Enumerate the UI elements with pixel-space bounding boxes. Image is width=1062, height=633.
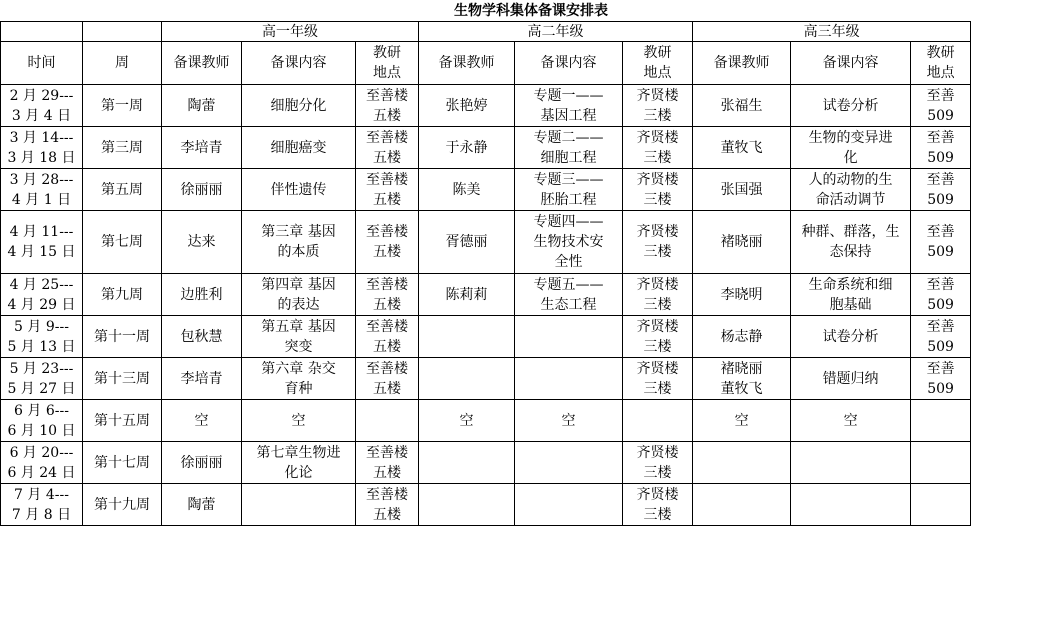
grade1-content-cell: 细胞癌变 xyxy=(242,127,356,169)
grade2-content-cell xyxy=(515,316,623,358)
week-cell: 第十九周 xyxy=(83,484,162,526)
grade3-teacher-cell xyxy=(693,484,791,526)
table-row xyxy=(1,274,971,316)
grade2-location-cell: 齐贤楼 三楼 xyxy=(623,484,693,526)
grade3-teacher-cell: 李晓明 xyxy=(693,274,791,316)
grade3-location-cell: 至善 509 xyxy=(911,169,971,211)
time-cell: 7 月 4--- 7 月 8 日 xyxy=(1,484,83,526)
grade1-content-cell: 第七章生物进 化论 xyxy=(242,442,356,484)
grade-header-row xyxy=(1,22,971,42)
grade1-content-cell: 空 xyxy=(242,400,356,442)
grade1-teacher-cell: 达来 xyxy=(162,211,242,274)
grade1-content-cell: 第六章 杂交 育种 xyxy=(242,358,356,400)
grade2-location-cell: 齐贤楼 三楼 xyxy=(623,442,693,484)
grade2-location-cell: 齐贤楼 三楼 xyxy=(623,169,693,211)
grade3-teacher-cell: 褚晓丽 xyxy=(693,211,791,274)
column-header-teacher: 备课教师 xyxy=(693,42,791,85)
grade2-teacher-cell: 胥德丽 xyxy=(419,211,515,274)
grade1-teacher-cell: 空 xyxy=(162,400,242,442)
grade3-teacher-cell: 褚晓丽 董牧飞 xyxy=(693,358,791,400)
grade2-location-cell: 齐贤楼 三楼 xyxy=(623,127,693,169)
grade1-teacher-cell: 陶蕾 xyxy=(162,484,242,526)
grade2-location-cell: 齐贤楼 三楼 xyxy=(623,316,693,358)
column-header-location: 教研 地点 xyxy=(356,42,419,85)
grade1-location-cell: 至善楼 五楼 xyxy=(356,358,419,400)
grade3-teacher-cell: 空 xyxy=(693,400,791,442)
grade3-teacher-cell: 张福生 xyxy=(693,85,791,127)
grade3-location-cell xyxy=(911,400,971,442)
time-cell: 3 月 28--- 4 月 1 日 xyxy=(1,169,83,211)
grade3-content-cell xyxy=(791,484,911,526)
grade3-content-cell: 空 xyxy=(791,400,911,442)
grade2-content-cell: 专题五—— 生态工程 xyxy=(515,274,623,316)
grade1-content-cell: 伴性遗传 xyxy=(242,169,356,211)
grade3-content-cell: 试卷分析 xyxy=(791,85,911,127)
page-title: 生物学科集体备课安排表 xyxy=(454,3,608,19)
grade1-location-cell: 至善楼 五楼 xyxy=(356,316,419,358)
grade2-teacher-cell: 陈美 xyxy=(419,169,515,211)
column-header-time: 时间 xyxy=(1,42,83,85)
grade2-content-cell: 空 xyxy=(515,400,623,442)
grade2-location-cell: 齐贤楼 三楼 xyxy=(623,85,693,127)
week-cell: 第十一周 xyxy=(83,316,162,358)
grade2-content-cell: 专题四—— 生物技术安 全性 xyxy=(515,211,623,274)
grade1-teacher-cell: 徐丽丽 xyxy=(162,442,242,484)
table-row xyxy=(1,484,971,526)
grade3-content-cell: 错题归纳 xyxy=(791,358,911,400)
grade2-location-cell: 齐贤楼 三楼 xyxy=(623,358,693,400)
grade1-content-cell: 第四章 基因 的表达 xyxy=(242,274,356,316)
table-row xyxy=(1,316,971,358)
grade3-teacher-cell xyxy=(693,442,791,484)
grade2-teacher-cell: 空 xyxy=(419,400,515,442)
grade1-content-cell xyxy=(242,484,356,526)
grade2-teacher-cell: 陈莉莉 xyxy=(419,274,515,316)
grade3-teacher-cell: 董牧飞 xyxy=(693,127,791,169)
column-header-content: 备课内容 xyxy=(515,42,623,85)
grade2-content-cell: 专题二—— 细胞工程 xyxy=(515,127,623,169)
grade1-location-cell: 至善楼 五楼 xyxy=(356,85,419,127)
grade2-location-cell xyxy=(623,400,693,442)
grade3-location-cell xyxy=(911,484,971,526)
grade1-content-cell: 第五章 基因 突变 xyxy=(242,316,356,358)
grade1-location-cell xyxy=(356,400,419,442)
grade1-location-cell: 至善楼 五楼 xyxy=(356,127,419,169)
grade-header: 高二年级 xyxy=(419,22,693,42)
grade2-teacher-cell xyxy=(419,358,515,400)
time-cell: 4 月 11--- 4 月 15 日 xyxy=(1,211,83,274)
grade2-teacher-cell: 于永静 xyxy=(419,127,515,169)
grade3-content-cell: 生物的变异进 化 xyxy=(791,127,911,169)
grade3-teacher-cell: 杨志静 xyxy=(693,316,791,358)
table-row xyxy=(1,127,971,169)
grade1-location-cell: 至善楼 五楼 xyxy=(356,274,419,316)
grade3-teacher-cell: 张国强 xyxy=(693,169,791,211)
week-cell: 第十七周 xyxy=(83,442,162,484)
grade2-content-cell: 专题三—— 胚胎工程 xyxy=(515,169,623,211)
grade1-content-cell: 细胞分化 xyxy=(242,85,356,127)
grade1-location-cell: 至善楼 五楼 xyxy=(356,211,419,274)
grade1-location-cell: 至善楼 五楼 xyxy=(356,442,419,484)
grade3-content-cell: 种群、群落，生 态保持 xyxy=(791,211,911,274)
grade3-content-cell xyxy=(791,442,911,484)
table-row xyxy=(1,358,971,400)
table-row xyxy=(1,211,971,274)
grade1-teacher-cell: 包秋慧 xyxy=(162,316,242,358)
corner-cell xyxy=(83,22,162,42)
week-cell: 第一周 xyxy=(83,85,162,127)
week-cell: 第七周 xyxy=(83,211,162,274)
column-header-week: 周 xyxy=(83,42,162,85)
week-cell: 第十五周 xyxy=(83,400,162,442)
grade3-location-cell: 至善 509 xyxy=(911,85,971,127)
column-header-teacher: 备课教师 xyxy=(162,42,242,85)
week-cell: 第三周 xyxy=(83,127,162,169)
grade3-location-cell xyxy=(911,442,971,484)
column-header-content: 备课内容 xyxy=(242,42,356,85)
grade2-content-cell xyxy=(515,442,623,484)
grade2-teacher-cell: 张艳婷 xyxy=(419,85,515,127)
grade1-teacher-cell: 陶蕾 xyxy=(162,85,242,127)
grade3-location-cell: 至善 509 xyxy=(911,211,971,274)
grade1-location-cell: 至善楼 五楼 xyxy=(356,484,419,526)
week-cell: 第五周 xyxy=(83,169,162,211)
grade-header: 高一年级 xyxy=(162,22,419,42)
grade2-teacher-cell xyxy=(419,442,515,484)
grade2-content-cell: 专题一—— 基因工程 xyxy=(515,85,623,127)
grade3-content-cell: 试卷分析 xyxy=(791,316,911,358)
table-row xyxy=(1,442,971,484)
grade2-teacher-cell xyxy=(419,316,515,358)
grade3-location-cell: 至善 509 xyxy=(911,358,971,400)
time-cell: 5 月 23--- 5 月 27 日 xyxy=(1,358,83,400)
grade3-location-cell: 至善 509 xyxy=(911,316,971,358)
grade1-location-cell: 至善楼 五楼 xyxy=(356,169,419,211)
grade3-location-cell: 至善 509 xyxy=(911,127,971,169)
grade2-location-cell: 齐贤楼 三楼 xyxy=(623,211,693,274)
grade1-content-cell: 第三章 基因 的本质 xyxy=(242,211,356,274)
grade3-location-cell: 至善 509 xyxy=(911,274,971,316)
column-header-location: 教研 地点 xyxy=(911,42,971,85)
column-header-row xyxy=(1,42,971,85)
grade2-teacher-cell xyxy=(419,484,515,526)
grade-header: 高三年级 xyxy=(693,22,971,42)
table-row xyxy=(1,169,971,211)
grade1-teacher-cell: 李培青 xyxy=(162,127,242,169)
time-cell: 6 月 20--- 6 月 24 日 xyxy=(1,442,83,484)
column-header-content: 备课内容 xyxy=(791,42,911,85)
time-cell: 2 月 29--- 3 月 4 日 xyxy=(1,85,83,127)
time-cell: 3 月 14--- 3 月 18 日 xyxy=(1,127,83,169)
grade2-location-cell: 齐贤楼 三楼 xyxy=(623,274,693,316)
column-header-teacher: 备课教师 xyxy=(419,42,515,85)
time-cell: 6 月 6--- 6 月 10 日 xyxy=(1,400,83,442)
week-cell: 第十三周 xyxy=(83,358,162,400)
grade3-content-cell: 人的动物的生 命活动调节 xyxy=(791,169,911,211)
table-row xyxy=(1,85,971,127)
column-header-location: 教研 地点 xyxy=(623,42,693,85)
time-cell: 5 月 9--- 5 月 13 日 xyxy=(1,316,83,358)
grade2-content-cell xyxy=(515,484,623,526)
corner-cell xyxy=(1,22,83,42)
table-row xyxy=(1,400,971,442)
grade1-teacher-cell: 李培青 xyxy=(162,358,242,400)
week-cell: 第九周 xyxy=(83,274,162,316)
grade1-teacher-cell: 边胜利 xyxy=(162,274,242,316)
time-cell: 4 月 25--- 4 月 29 日 xyxy=(1,274,83,316)
grade2-content-cell xyxy=(515,358,623,400)
schedule-table xyxy=(0,21,971,526)
grade1-teacher-cell: 徐丽丽 xyxy=(162,169,242,211)
grade3-content-cell: 生命系统和细 胞基础 xyxy=(791,274,911,316)
